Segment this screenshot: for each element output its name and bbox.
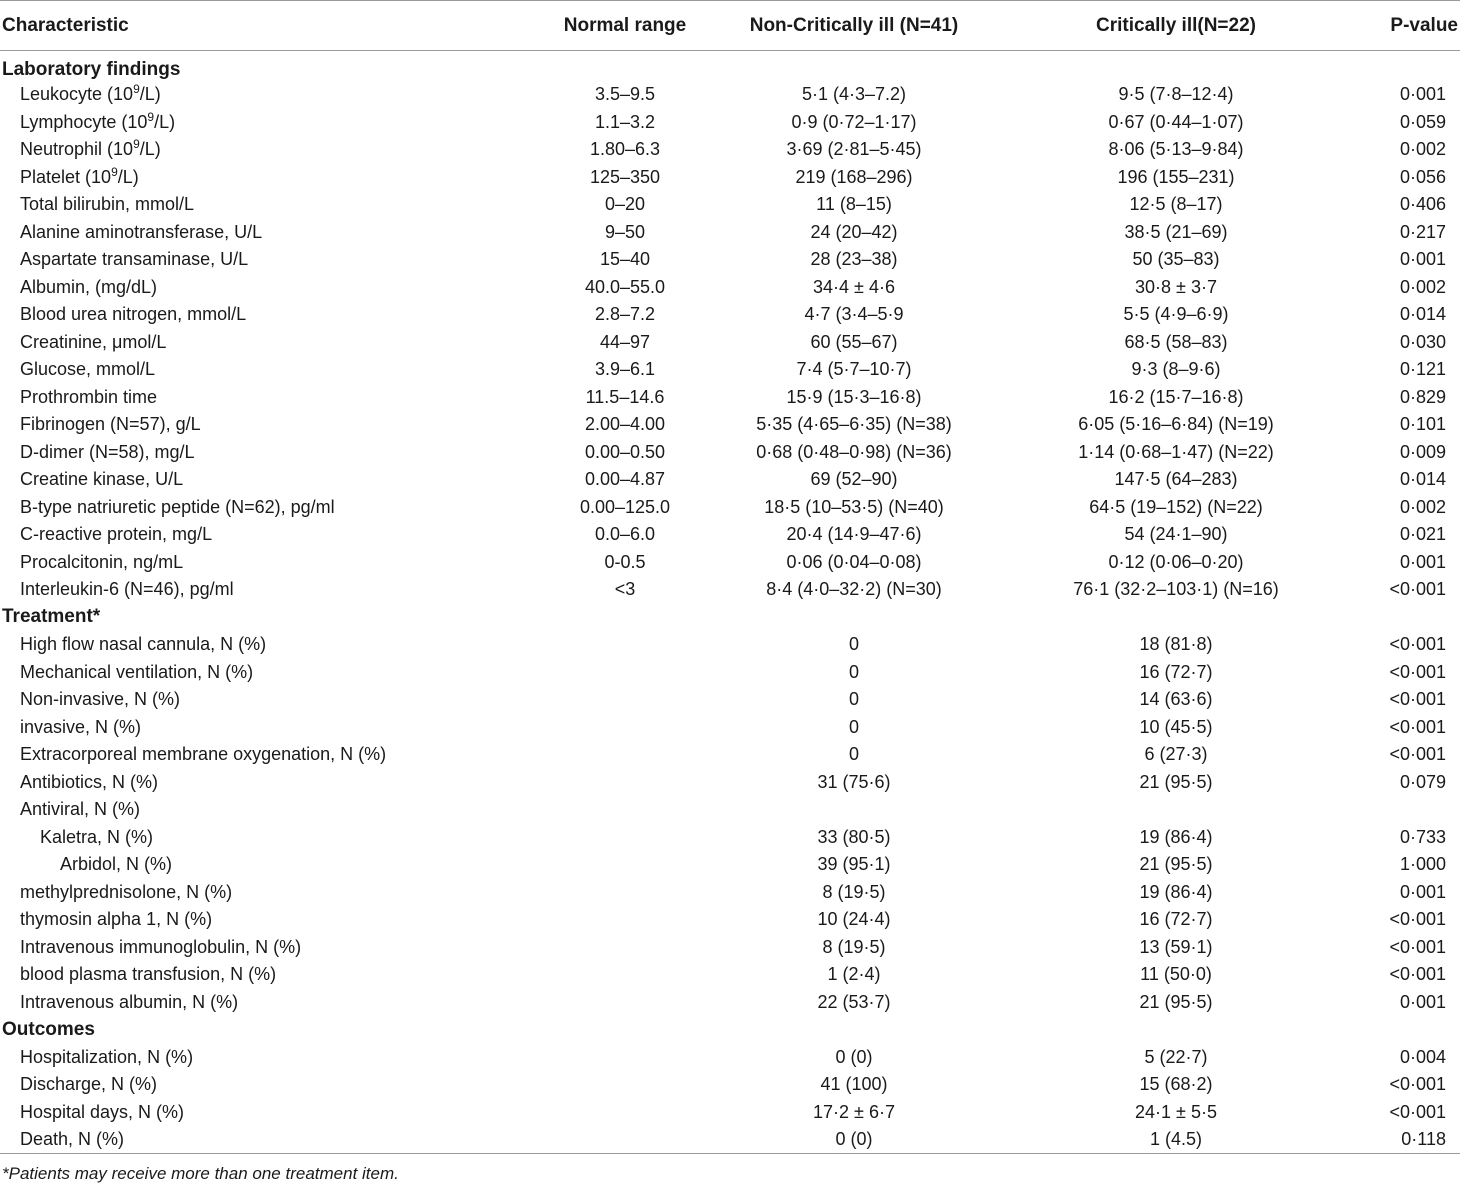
row-critical-value: 14 (63·6)	[1139, 689, 1213, 710]
table-row	[0, 576, 1460, 604]
row-non-critical-value: 0 (0)	[835, 1046, 873, 1067]
row-non-critical-value: 5·1 (4·3–7.2)	[801, 84, 907, 105]
row-label: D-dimer (N=58), mg/L	[20, 441, 195, 462]
row-characteristic	[0, 494, 470, 522]
row-normal-range: 11.5–14.6	[585, 386, 665, 407]
row-non-critical-value: 41 (100)	[820, 1074, 888, 1095]
row-non-critical-value: 0	[848, 744, 859, 765]
row-critical-value: 5·5 (4·9–6·9)	[1123, 304, 1229, 325]
row-non-critical-value: 3·69 (2·81–5·45)	[786, 139, 922, 160]
row-characteristic	[0, 521, 470, 549]
row-label: Intravenous immunoglobulin, N (%)	[20, 936, 302, 957]
row-p-value: 0·021	[1399, 524, 1446, 545]
row-label: Fibrinogen (N=57), g/L	[20, 414, 201, 435]
table-row	[0, 961, 1460, 989]
row-non-critical-value: 8·4 (4·0–32·2) (N=30)	[766, 579, 942, 600]
row-normal-range: 0.0–6.0	[594, 524, 656, 545]
row-p-value: 0·101	[1399, 414, 1446, 435]
header-normal-range: Normal range	[470, 1, 690, 51]
row-normal-range	[470, 879, 690, 907]
row-characteristic	[0, 576, 470, 604]
row-non-critical-value: 0	[848, 716, 859, 737]
row-normal-range	[470, 934, 690, 962]
row-normal-range	[470, 1044, 690, 1072]
row-characteristic	[0, 659, 470, 687]
row-non-critical-value: 8 (19·5)	[822, 936, 886, 957]
row-characteristic	[0, 466, 470, 494]
row-non-critical-value: 69 (52–90)	[810, 469, 898, 490]
row-non-critical-value: 219 (168–296)	[795, 166, 913, 187]
row-label: Hospital days, N (%)	[20, 1101, 185, 1122]
row-normal-range: 2.00–4.00	[584, 414, 666, 435]
section-title: Outcomes	[2, 1018, 95, 1040]
row-label: Antiviral, N (%)	[20, 799, 141, 820]
row-critical-value: 15 (68·2)	[1139, 1074, 1213, 1095]
row-p-value: 0·001	[1399, 991, 1446, 1012]
row-p-value: 0·030	[1399, 331, 1446, 352]
table-body	[0, 51, 1460, 1154]
row-label: High flow nasal cannula, N (%)	[20, 634, 267, 655]
table-header	[0, 1, 1460, 51]
row-label: Procalcitonin, ng/mL	[20, 551, 184, 572]
row-critical-value: 16 (72·7)	[1139, 909, 1213, 930]
table-row	[0, 989, 1460, 1017]
table-row	[0, 109, 1460, 137]
row-p-value: <0·001	[1389, 1074, 1446, 1095]
row-normal-range: <3	[614, 579, 636, 600]
row-normal-range: 3.9–6.1	[594, 359, 656, 380]
section-row	[0, 1016, 1460, 1044]
row-p-value: 0·118	[1334, 1126, 1460, 1154]
row-label: Neutrophil (10	[20, 139, 134, 160]
row-label: Leukocyte (10	[20, 84, 134, 105]
row-characteristic	[0, 824, 470, 852]
row-normal-range: 3.5–9.5	[594, 84, 656, 105]
row-normal-range: 0-0.5	[604, 551, 646, 572]
row-characteristic	[0, 329, 470, 357]
row-p-value: 0·014	[1399, 304, 1446, 325]
row-label-exponent: 9	[133, 82, 140, 97]
row-label: methylprednisolone, N (%)	[20, 881, 233, 902]
row-critical-value: 30·8 ± 3·7	[1135, 276, 1217, 297]
row-non-critical-value: 28 (23–38)	[810, 249, 898, 270]
row-characteristic	[0, 301, 470, 329]
footnote: *Patients may receive more than one treatment item.	[2, 1164, 399, 1183]
row-non-critical-value	[690, 796, 1018, 824]
row-characteristic	[0, 1071, 470, 1099]
row-non-critical-value: 31 (75·6)	[817, 771, 891, 792]
row-p-value: 0·001	[1399, 881, 1446, 902]
row-p-value	[1334, 796, 1460, 824]
table-row	[0, 1126, 1460, 1154]
table-row	[0, 686, 1460, 714]
section-title: Laboratory findings	[2, 59, 181, 80]
section-title: Treatment*	[2, 606, 101, 628]
row-characteristic	[0, 246, 470, 274]
row-label: Albumin, (mg/dL)	[20, 276, 158, 297]
row-normal-range	[470, 631, 690, 659]
header-p-value: P-value	[1334, 1, 1460, 51]
row-label: blood plasma transfusion, N (%)	[20, 964, 277, 985]
row-p-value: 0·002	[1399, 139, 1446, 160]
row-normal-range: 44–97	[599, 331, 651, 352]
row-non-critical-value: 33 (80·5)	[817, 826, 891, 847]
row-p-value: 0·002	[1399, 276, 1446, 297]
row-critical-value: 0·12 (0·06–0·20)	[1108, 551, 1244, 572]
table-row	[0, 81, 1460, 109]
row-normal-range	[470, 824, 690, 852]
row-characteristic	[0, 714, 470, 742]
row-critical-value: 12·5 (8–17)	[1129, 194, 1223, 215]
row-critical-value: 5 (22·7)	[1144, 1046, 1208, 1067]
row-label: Mechanical ventilation, N (%)	[20, 661, 254, 682]
row-critical-value: 6 (27·3)	[1144, 744, 1208, 765]
row-label: Antibiotics, N (%)	[20, 771, 159, 792]
row-label: Blood urea nitrogen, mmol/L	[20, 304, 247, 325]
table-row	[0, 1044, 1460, 1072]
row-critical-value: 0·67 (0·44–1·07)	[1108, 111, 1244, 132]
row-critical-value: 21 (95·5)	[1139, 771, 1213, 792]
row-critical-value: 50 (35–83)	[1132, 249, 1220, 270]
row-non-critical-value: 0·68 (0·48–0·98) (N=36)	[756, 441, 952, 462]
row-characteristic	[0, 411, 470, 439]
table-row	[0, 851, 1460, 879]
row-critical-value: 196 (155–231)	[1117, 166, 1235, 187]
row-label: Extracorporeal membrane oxygenation, N (%)	[20, 744, 387, 765]
row-normal-range: 0.00–0.50	[584, 441, 666, 462]
row-critical-value: 6·05 (5·16–6·84) (N=19)	[1078, 414, 1274, 435]
row-critical-value: 19 (86·4)	[1139, 826, 1213, 847]
row-normal-range: 15–40	[599, 249, 651, 270]
row-characteristic	[0, 741, 470, 769]
table-row	[0, 274, 1460, 302]
row-normal-range	[470, 714, 690, 742]
row-characteristic	[0, 989, 470, 1017]
row-non-critical-value: 24 (20–42)	[810, 221, 898, 242]
table-row	[0, 631, 1460, 659]
row-label: Glucose, mmol/L	[20, 359, 156, 380]
row-normal-range: 0.00–4.87	[584, 469, 666, 490]
row-characteristic	[0, 549, 470, 577]
row-non-critical-value: 0	[848, 634, 859, 655]
row-characteristic	[0, 1044, 470, 1072]
row-characteristic	[0, 164, 470, 192]
row-characteristic	[0, 191, 470, 219]
row-normal-range	[470, 659, 690, 687]
row-non-critical-value: 22 (53·7)	[817, 991, 891, 1012]
table-row	[0, 1071, 1460, 1099]
section-row	[0, 51, 1460, 82]
row-p-value: <0·001	[1389, 744, 1446, 765]
row-normal-range	[470, 961, 690, 989]
row-label-exponent: 9	[147, 109, 155, 124]
row-critical-value: 19 (86·4)	[1139, 881, 1213, 902]
row-p-value: 0·001	[1399, 551, 1446, 572]
row-label: C-reactive protein, mg/L	[20, 524, 213, 545]
row-normal-range	[470, 1071, 690, 1099]
table-row	[0, 906, 1460, 934]
row-p-value: 0·829	[1399, 386, 1446, 407]
row-non-critical-value: 7·4 (5·7–10·7)	[796, 359, 912, 380]
row-p-value: 0·217	[1399, 221, 1446, 242]
row-critical-value: 16·2 (15·7–16·8)	[1108, 386, 1244, 407]
section-row	[0, 604, 1460, 632]
row-characteristic	[0, 384, 470, 412]
table-row	[0, 1099, 1460, 1127]
row-normal-range: 9–50	[604, 221, 646, 242]
row-label-exponent: 9	[133, 137, 140, 152]
row-non-critical-value: 0 (0)	[690, 1126, 1018, 1154]
table-row	[0, 466, 1460, 494]
row-critical-value: 18 (81·8)	[1139, 634, 1213, 655]
row-critical-value: 147·5 (64–283)	[1114, 469, 1238, 490]
table-row	[0, 329, 1460, 357]
row-label: Interleukin-6 (N=46), pg/ml	[20, 579, 234, 600]
table-row	[0, 796, 1460, 824]
row-normal-range	[470, 1099, 690, 1127]
row-characteristic	[0, 274, 470, 302]
row-characteristic	[0, 796, 470, 824]
row-non-critical-value: 0·9 (0·72–1·17)	[791, 111, 917, 132]
table-row	[0, 301, 1460, 329]
row-p-value: <0·001	[1389, 1101, 1446, 1122]
row-p-value: 0·056	[1399, 166, 1446, 187]
row-characteristic	[0, 879, 470, 907]
row-label: Aspartate transaminase, U/L	[20, 249, 249, 270]
row-critical-value: 24·1 ± 5·5	[1135, 1101, 1217, 1122]
row-p-value: 0·009	[1399, 441, 1446, 462]
row-non-critical-value: 60 (55–67)	[810, 331, 898, 352]
row-normal-range	[470, 769, 690, 797]
row-normal-range	[470, 1126, 690, 1154]
row-normal-range: 40.0–55.0	[584, 276, 666, 297]
row-characteristic	[0, 934, 470, 962]
row-non-critical-value: 15·9 (15·3–16·8)	[786, 386, 922, 407]
row-label: Arbidol, N (%)	[60, 854, 173, 875]
row-characteristic	[0, 1126, 470, 1154]
header-critically-ill: Critically ill(N=22)	[1018, 1, 1334, 51]
row-non-critical-value: 0·06 (0·04–0·08)	[786, 551, 922, 572]
table-row	[0, 219, 1460, 247]
row-p-value: 0·733	[1399, 826, 1446, 847]
row-label-unit: /L)	[139, 139, 161, 160]
row-non-critical-value: 34·4 ± 4·6	[813, 276, 895, 297]
row-p-value: 0·079	[1399, 771, 1446, 792]
table-row	[0, 136, 1460, 164]
row-non-critical-value: 11 (8–15)	[816, 194, 892, 215]
row-characteristic	[0, 769, 470, 797]
row-normal-range: 1.80–6.3	[589, 139, 661, 160]
row-normal-range	[470, 989, 690, 1017]
table-row	[0, 659, 1460, 687]
row-p-value: <0·001	[1389, 936, 1446, 957]
table-row	[0, 191, 1460, 219]
row-label: B-type natriuretic peptide (N=62), pg/ml	[20, 496, 335, 517]
row-normal-range	[470, 906, 690, 934]
row-label: Death, N (%)	[20, 1129, 125, 1149]
row-non-critical-value: 4·7 (3·4–5·9	[804, 304, 904, 325]
row-p-value: <0·001	[1389, 964, 1446, 985]
row-critical-value: 1·14 (0·68–1·47) (N=22)	[1078, 441, 1274, 462]
row-critical-value: 8·06 (5·13–9·84)	[1108, 139, 1244, 160]
row-label: Platelet (10	[20, 166, 112, 187]
row-critical-value: 9·3 (8–9·6)	[1131, 359, 1221, 380]
row-characteristic	[0, 906, 470, 934]
row-label-exponent: 9	[111, 164, 118, 179]
row-normal-range	[470, 686, 690, 714]
table-row	[0, 494, 1460, 522]
row-non-critical-value: 0	[848, 661, 859, 682]
row-label: Discharge, N (%)	[20, 1074, 158, 1095]
row-characteristic	[0, 81, 470, 109]
table-row	[0, 521, 1460, 549]
row-critical-value: 9·5 (7·8–12·4)	[1118, 84, 1234, 105]
row-label: Non-invasive, N (%)	[20, 689, 181, 710]
row-normal-range: 0–20	[604, 194, 646, 215]
row-characteristic	[0, 686, 470, 714]
row-p-value: 0·001	[1399, 84, 1446, 105]
row-characteristic	[0, 439, 470, 467]
row-label: Prothrombin time	[20, 386, 158, 407]
row-p-value: 0·014	[1399, 469, 1446, 490]
row-p-value: <0·001	[1389, 716, 1446, 737]
row-non-critical-value: 17·2 ± 6·7	[813, 1101, 895, 1122]
row-label: Creatinine, μmol/L	[20, 331, 167, 352]
row-characteristic	[0, 631, 470, 659]
row-label-unit: /L)	[117, 166, 139, 187]
table-row	[0, 246, 1460, 274]
row-critical-value	[1018, 796, 1334, 824]
table-row	[0, 824, 1460, 852]
row-critical-value: 54 (24·1–90)	[1124, 524, 1228, 545]
row-label-unit: /L)	[154, 111, 176, 132]
row-non-critical-value: 8 (19·5)	[822, 881, 886, 902]
table-row	[0, 356, 1460, 384]
row-normal-range	[470, 796, 690, 824]
row-non-critical-value: 5·35 (4·65–6·35) (N=38)	[756, 414, 952, 435]
table-row	[0, 934, 1460, 962]
row-normal-range: 125–350	[589, 166, 661, 187]
row-p-value: <0·001	[1389, 689, 1446, 710]
table-row	[0, 769, 1460, 797]
table-row	[0, 164, 1460, 192]
row-p-value: 0·059	[1399, 111, 1446, 132]
row-label: Kaletra, N (%)	[40, 826, 154, 847]
row-non-critical-value: 10 (24·4)	[817, 909, 891, 930]
row-p-value: <0·001	[1389, 661, 1446, 682]
row-critical-value: 21 (95·5)	[1139, 991, 1213, 1012]
row-critical-value: 16 (72·7)	[1139, 661, 1213, 682]
row-normal-range	[470, 741, 690, 769]
table-row	[0, 714, 1460, 742]
row-p-value: <0·001	[1389, 909, 1446, 930]
table-row	[0, 411, 1460, 439]
row-label: Hospitalization, N (%)	[20, 1046, 194, 1067]
row-critical-value: 64·5 (19–152) (N=22)	[1089, 496, 1263, 517]
table-row	[0, 741, 1460, 769]
row-characteristic	[0, 851, 470, 879]
row-p-value: <0·001	[1389, 634, 1446, 655]
row-non-critical-value: 1 (2·4)	[827, 964, 881, 985]
table-row	[0, 384, 1460, 412]
row-normal-range: 2.8–7.2	[594, 304, 656, 325]
table-row	[0, 879, 1460, 907]
row-critical-value: 68·5 (58–83)	[1124, 331, 1228, 352]
row-critical-value: 38·5 (21–69)	[1124, 221, 1228, 242]
row-label: Intravenous albumin, N (%)	[20, 991, 239, 1012]
row-characteristic	[0, 961, 470, 989]
row-characteristic	[0, 109, 470, 137]
table-row	[0, 439, 1460, 467]
row-critical-value: 1 (4.5)	[1018, 1126, 1334, 1154]
header-row	[0, 1, 1460, 51]
row-non-critical-value: 18·5 (10–53·5) (N=40)	[764, 496, 944, 517]
row-critical-value: 10 (45·5)	[1139, 716, 1213, 737]
row-normal-range: 1.1–3.2	[594, 111, 656, 132]
row-label: Lymphocyte (10	[20, 111, 148, 132]
row-label: invasive, N (%)	[20, 716, 142, 737]
row-critical-value: 76·1 (32·2–103·1) (N=16)	[1073, 579, 1279, 600]
row-normal-range: 0.00–125.0	[579, 496, 671, 517]
row-non-critical-value: 20·4 (14·9–47·6)	[786, 524, 922, 545]
row-p-value: 0·002	[1399, 496, 1446, 517]
row-label: thymosin alpha 1, N (%)	[20, 909, 213, 930]
row-non-critical-value: 0	[848, 689, 859, 710]
row-critical-value: 21 (95·5)	[1139, 854, 1213, 875]
row-label: Creatine kinase, U/L	[20, 469, 184, 490]
row-label: Alanine aminotransferase, U/L	[20, 221, 263, 242]
row-p-value: 0·004	[1399, 1046, 1446, 1067]
table-row	[0, 549, 1460, 577]
row-label-unit: /L)	[139, 84, 161, 105]
row-non-critical-value: 39 (95·1)	[817, 854, 891, 875]
row-critical-value: 13 (59·1)	[1139, 936, 1213, 957]
header-non-critically-ill: Non-Critically ill (N=41)	[690, 1, 1018, 51]
row-p-value: <0·001	[1389, 579, 1446, 600]
row-p-value: 0·121	[1399, 359, 1446, 380]
row-p-value: 0·406	[1399, 194, 1446, 215]
row-label: Total bilirubin, mmol/L	[20, 194, 195, 215]
row-p-value: 1·000	[1399, 854, 1446, 875]
header-characteristic: Characteristic	[0, 1, 470, 51]
row-characteristic	[0, 356, 470, 384]
row-normal-range	[470, 851, 690, 879]
row-p-value: 0·001	[1399, 249, 1446, 270]
row-characteristic	[0, 1099, 470, 1127]
row-critical-value: 11 (50·0)	[1140, 964, 1212, 985]
row-characteristic	[0, 136, 470, 164]
row-characteristic	[0, 219, 470, 247]
